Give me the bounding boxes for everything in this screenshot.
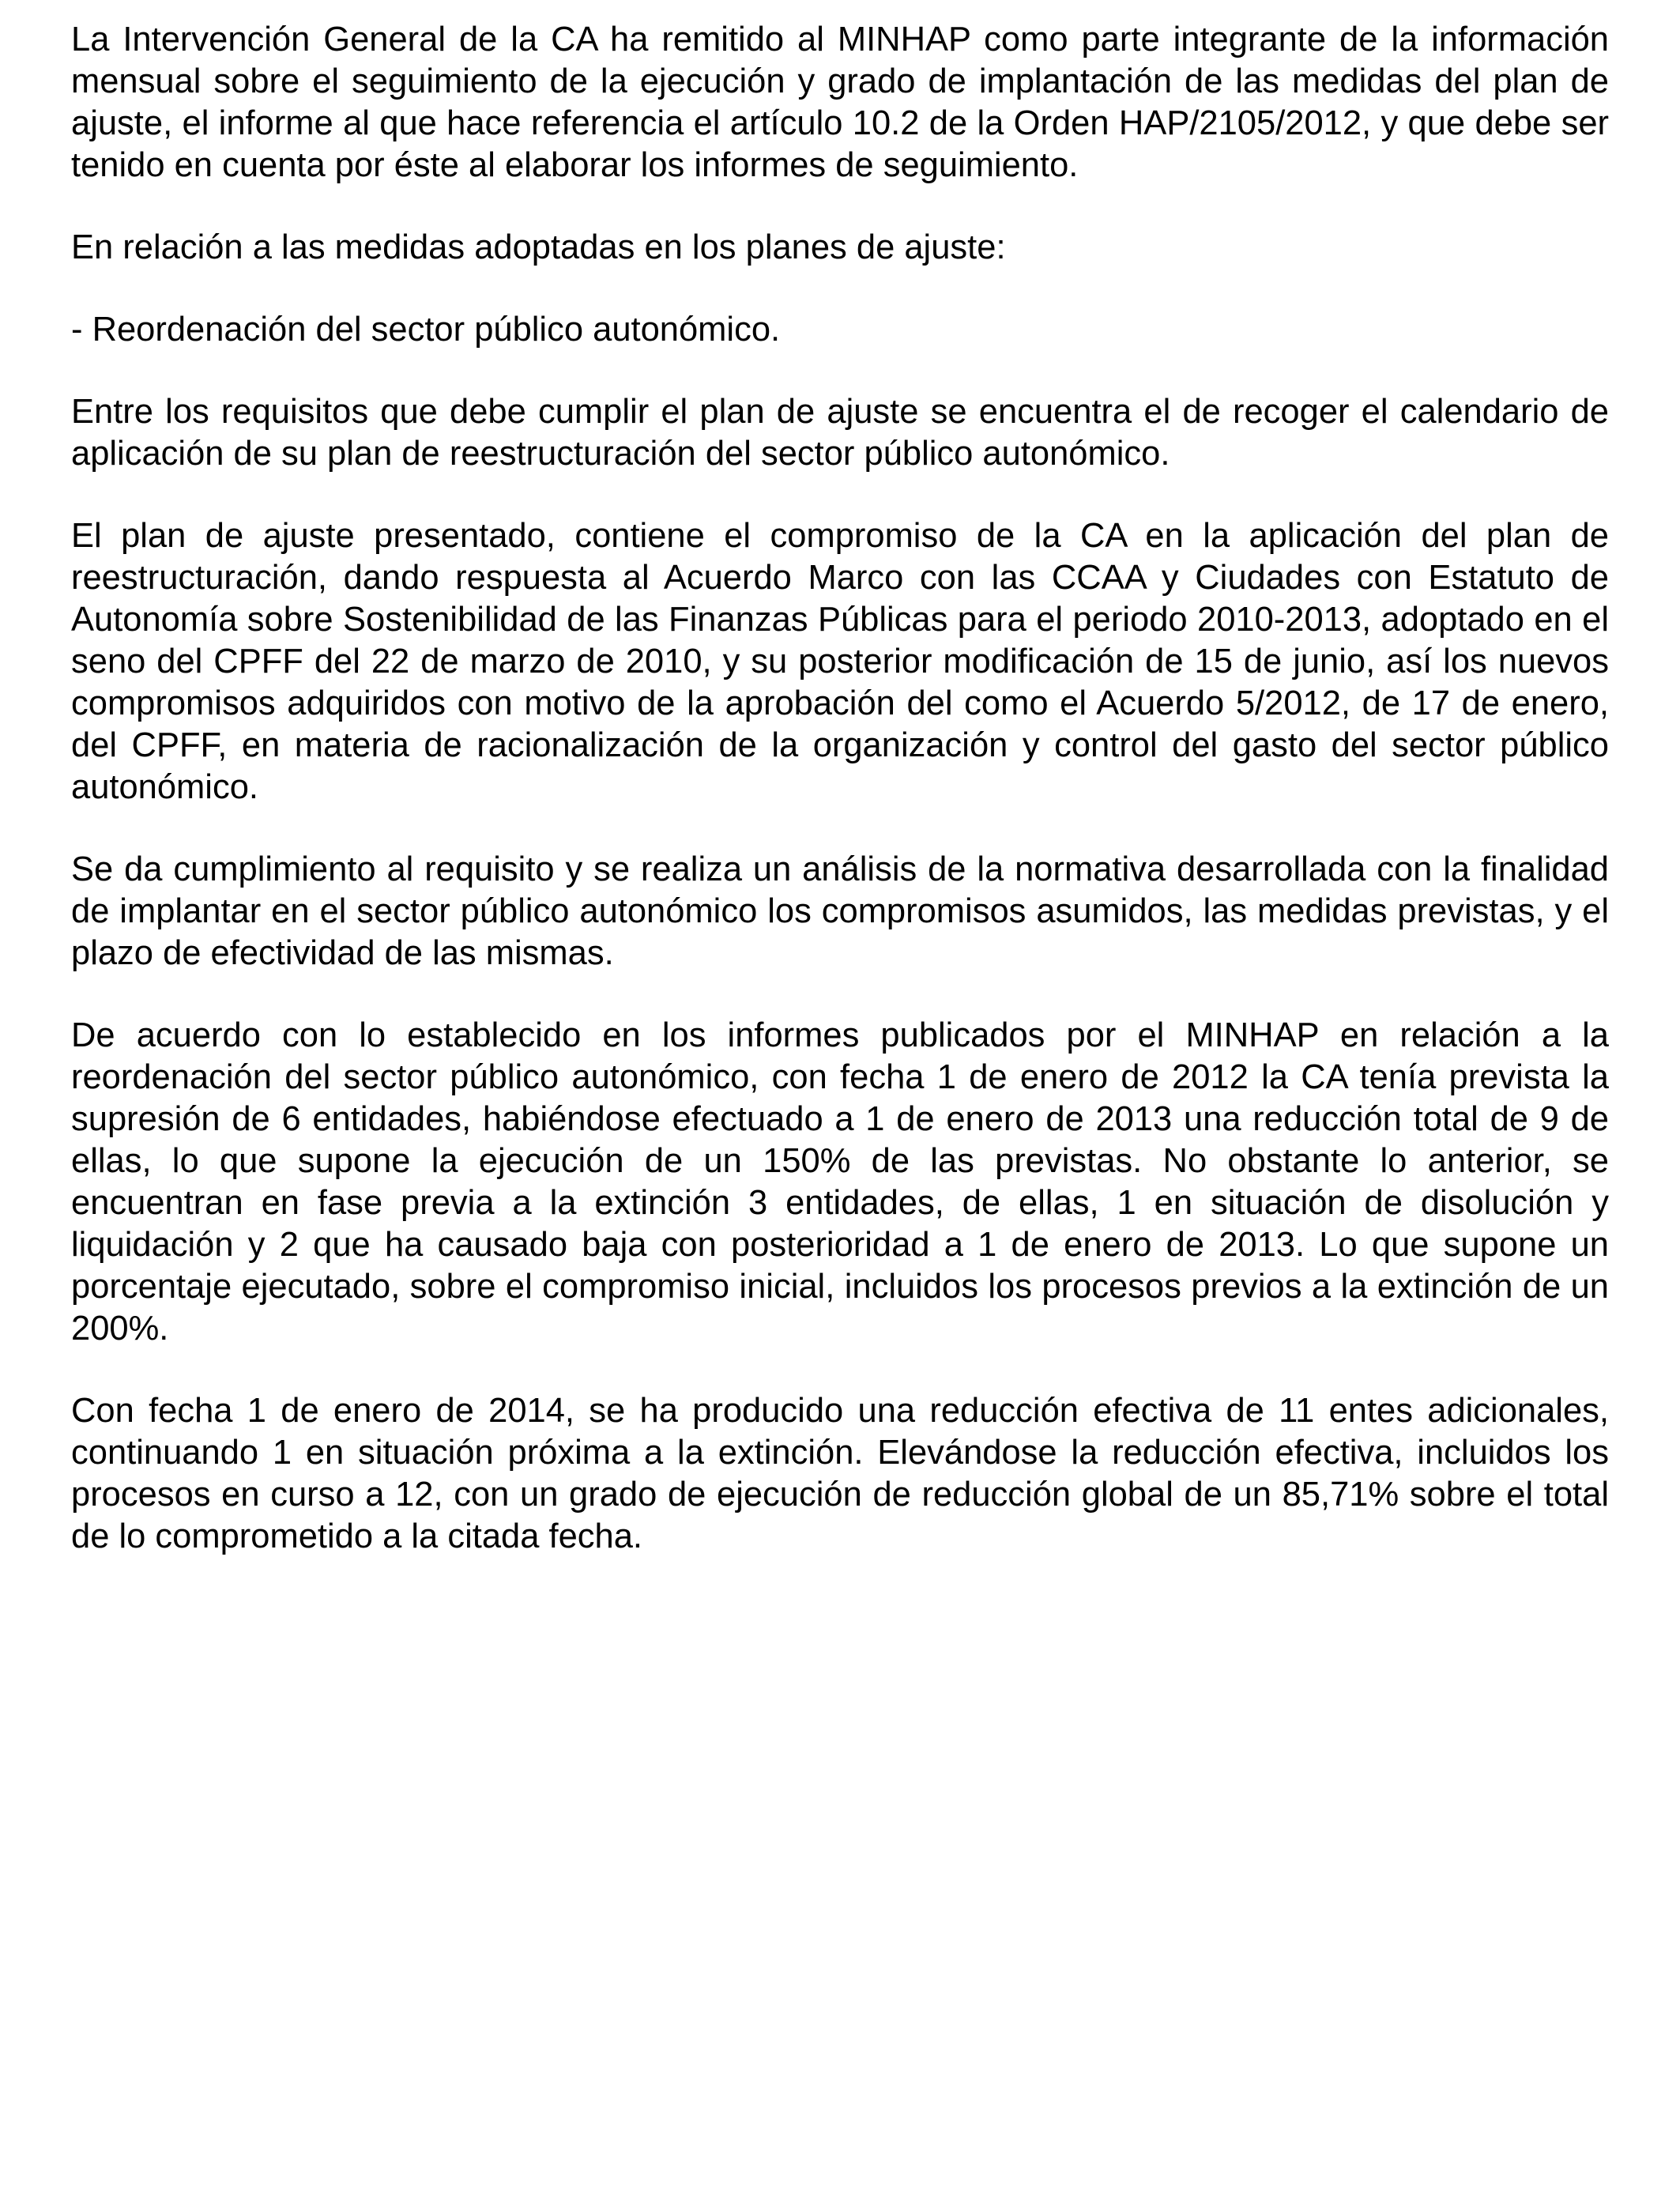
paragraph-cumplimiento: Se da cumplimiento al requisito y se realiza un análisis de la normativa desarrollada con la finalidad de implantar en el sector público autonómico los compromisos asumidos, las medidas previstas, y el plazo de efectividad de las mismas. xyxy=(71,850,1609,972)
paragraph-reduccion-2014: Con fecha 1 de enero de 2014, se ha producido una reducción efectiva de 11 entes adicionales, continuando 1 en situación próxima a la extinción. Elevándose la reducción efectiva, incluidos los procesos en curso a 12, con un grado de ejecución de reducción global de un 85,71% sobre el total de lo comprometido a la citada fecha. xyxy=(71,1392,1609,1555)
paragraph-reordenacion-2012-2013: De acuerdo con lo establecido en los informes publicados por el MINHAP en relación a la reordenación del sector público autonómico, con fecha 1 de enero de 2012 la CA tenía prevista la supresión de 6 entidades, habiéndose efectuado a 1 de enero de 2013 una reducción total de 9 de ellas, lo que supone la ejecución de un 150% de las previstas. No obstante lo anterior, se encuentran en fase previa a la extinción 3 entidades, de ellas, 1 en situación de disolución y liquidación y 2 que ha causado baja con posterioridad a 1 de enero de 2013. Lo que supone un porcentaje ejecutado, sobre el compromiso inicial, incluidos los procesos previos a la extinción de un 200%. xyxy=(71,1016,1609,1348)
document-page xyxy=(71,19,1609,1598)
paragraph-informe-intervencion: La Intervención General de la CA ha remitido al MINHAP como parte integrante de la información mensual sobre el seguimiento de la ejecución y grado de implantación de las medidas del plan de ajuste, el informe al que hace referencia el artículo 10.2 de la Orden HAP/2105/2012, y que debe ser tenido en cuenta por éste al elaborar los informes de seguimiento. xyxy=(71,21,1609,184)
paragraph-requisitos: Entre los requisitos que debe cumplir el plan de ajuste se encuentra el de recoger el calendario de aplicación de su plan de reestructuración del sector público autonómico. xyxy=(71,393,1609,473)
paragraph-reordenacion-heading: - Reordenación del sector público autonómico. xyxy=(71,311,781,349)
paragraph-plan-ajuste: El plan de ajuste presentado, contiene el compromiso de la CA en la aplicación del plan de reestructuración, dando respuesta al Acuerdo Marco con las CCAA y Ciudades con Estatuto de Autonomía sobre Sostenibilidad de las Finanzas Públicas para el periodo 2010-2013, adoptado en el seno del CPFF del 22 de marzo de 2010, y su posterior modificación de 15 de junio, así los nuevos compromisos adquiridos con motivo de la aprobación del como el Acuerdo 5/2012, de 17 de enero, del CPFF, en materia de racionalización de la organización y control del gasto del sector público autonómico. xyxy=(71,517,1609,806)
paragraph-medidas-intro: En relación a las medidas adoptadas en los planes de ajuste: xyxy=(71,228,1006,266)
